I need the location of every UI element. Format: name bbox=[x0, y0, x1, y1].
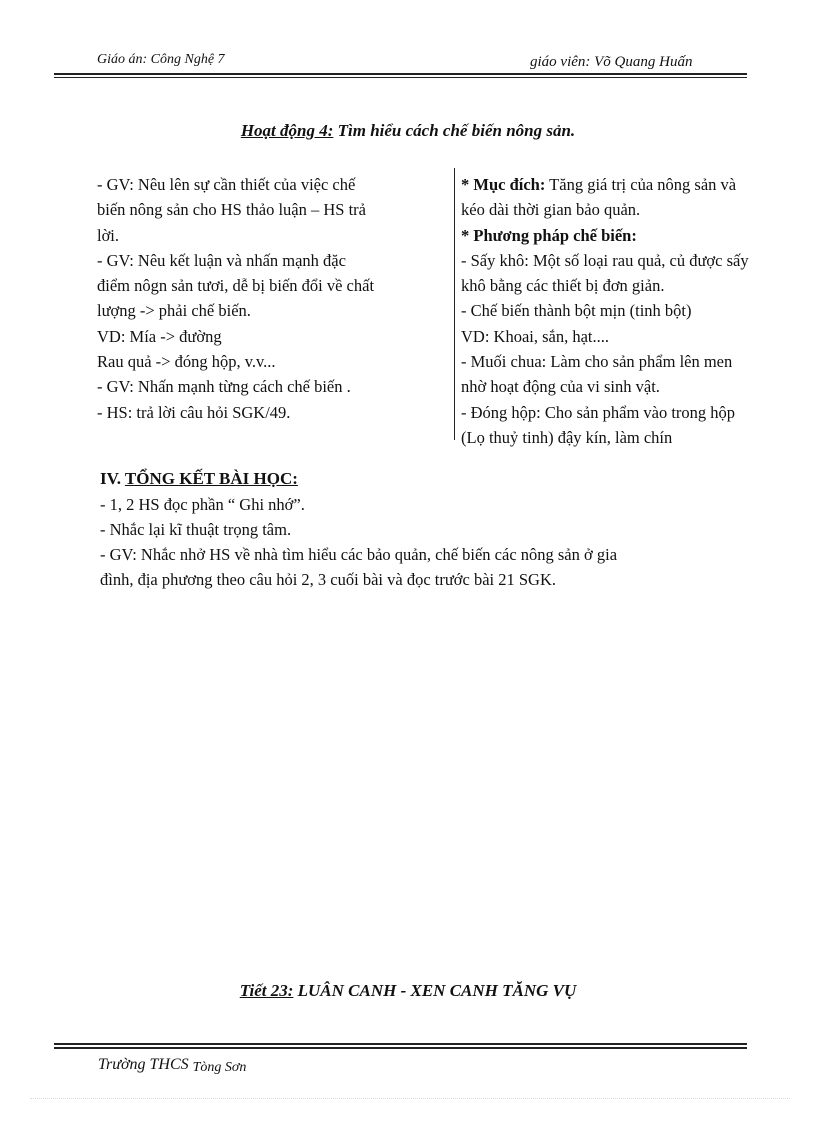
left-line: - GV: Nêu lên sự cần thiết của việc chế bbox=[97, 175, 356, 194]
next-lesson-title: LUÂN CANH - XEN CANH TĂNG VỤ bbox=[293, 981, 577, 1000]
right-line: VD: Khoai, sắn, hạt.... bbox=[461, 326, 610, 346]
page-edge-dots bbox=[30, 1098, 790, 1100]
purpose-label: * Mục đích: bbox=[461, 175, 546, 194]
activity-label: Hoạt động 4: bbox=[240, 121, 334, 140]
right-line: - Muối chua: Làm cho sản phẩm lên men bbox=[461, 352, 733, 372]
right-line: (Lọ thuỷ tinh) đậy kín, làm chín bbox=[461, 427, 673, 447]
summary-line: - GV: Nhắc nhở HS về nhà tìm hiểu các bảo quản, chế biến các nông sản ở gia bbox=[100, 545, 618, 564]
right-line: - Chế biến thành bột mịn (tinh bột) bbox=[461, 301, 692, 321]
header-rule bbox=[54, 73, 747, 78]
content-column bbox=[461, 172, 806, 450]
teacher-student-activities bbox=[97, 172, 442, 425]
footer-place: Tòng Sơn bbox=[192, 1060, 247, 1075]
summary-title: IV. TỔNG KẾT BÀI HỌC: bbox=[100, 469, 298, 488]
right-line: nhờ hoạt động của vi sinh vật. bbox=[461, 377, 660, 397]
right-line: - Đóng hộp: Cho sản phẩm vào trong hộp bbox=[461, 402, 736, 422]
method-label: * Phương pháp chế biến: bbox=[461, 225, 637, 245]
next-lesson-heading bbox=[0, 981, 816, 1001]
lesson-summary bbox=[100, 466, 617, 592]
purpose-text: Tăng giá trị của nông sản và bbox=[545, 175, 737, 194]
left-line: - HS: trả lời câu hỏi SGK/49. bbox=[97, 402, 291, 422]
footer-rule bbox=[54, 1043, 747, 1049]
header-teacher: giáo viên: Võ Quang Huấn bbox=[530, 54, 693, 70]
left-line: điểm nôgn sản tươi, dễ bị biến đổi về chất bbox=[97, 276, 375, 296]
left-line: lượng -> phải chế biến. bbox=[97, 301, 251, 321]
activity-heading bbox=[0, 121, 816, 141]
left-line: VD: Mía -> đường bbox=[97, 326, 222, 346]
next-lesson-label: Tiết 23: bbox=[239, 981, 294, 1000]
purpose-line bbox=[461, 172, 806, 197]
footer-school: Trường THCS Tòng Sơn bbox=[98, 1056, 247, 1075]
left-line: lời. bbox=[97, 225, 120, 245]
purpose-cont: kéo dài thời gian bảo quản. bbox=[461, 200, 641, 220]
summary-line: - Nhắc lại kĩ thuật trọng tâm. bbox=[100, 520, 292, 539]
summary-line: đình, địa phương theo câu hỏi 2, 3 cuối bài và đọc trước bài 21 SGK. bbox=[100, 570, 556, 589]
right-line: khô bằng các thiết bị đơn giản. bbox=[461, 276, 665, 296]
header-subject: Giáo án: Công Nghệ 7 bbox=[97, 52, 225, 67]
left-line: Rau quả -> đóng hộp, v.v... bbox=[97, 352, 276, 372]
summary-line: - 1, 2 HS đọc phần “ Ghi nhớ”. bbox=[100, 495, 305, 514]
activity-title: Tìm hiểu cách chế biến nông sản. bbox=[333, 121, 576, 140]
right-line: - Sấy khô: Một số loại rau quả, củ được sấy bbox=[461, 250, 749, 270]
left-line: - GV: Nhấn mạnh từng cách chế biến . bbox=[97, 377, 351, 397]
left-line: biến nông sản cho HS thảo luận – HS trả bbox=[97, 200, 367, 220]
column-divider bbox=[454, 168, 455, 440]
left-line: - GV: Nêu kết luận và nhấn mạnh đặc bbox=[97, 250, 346, 270]
